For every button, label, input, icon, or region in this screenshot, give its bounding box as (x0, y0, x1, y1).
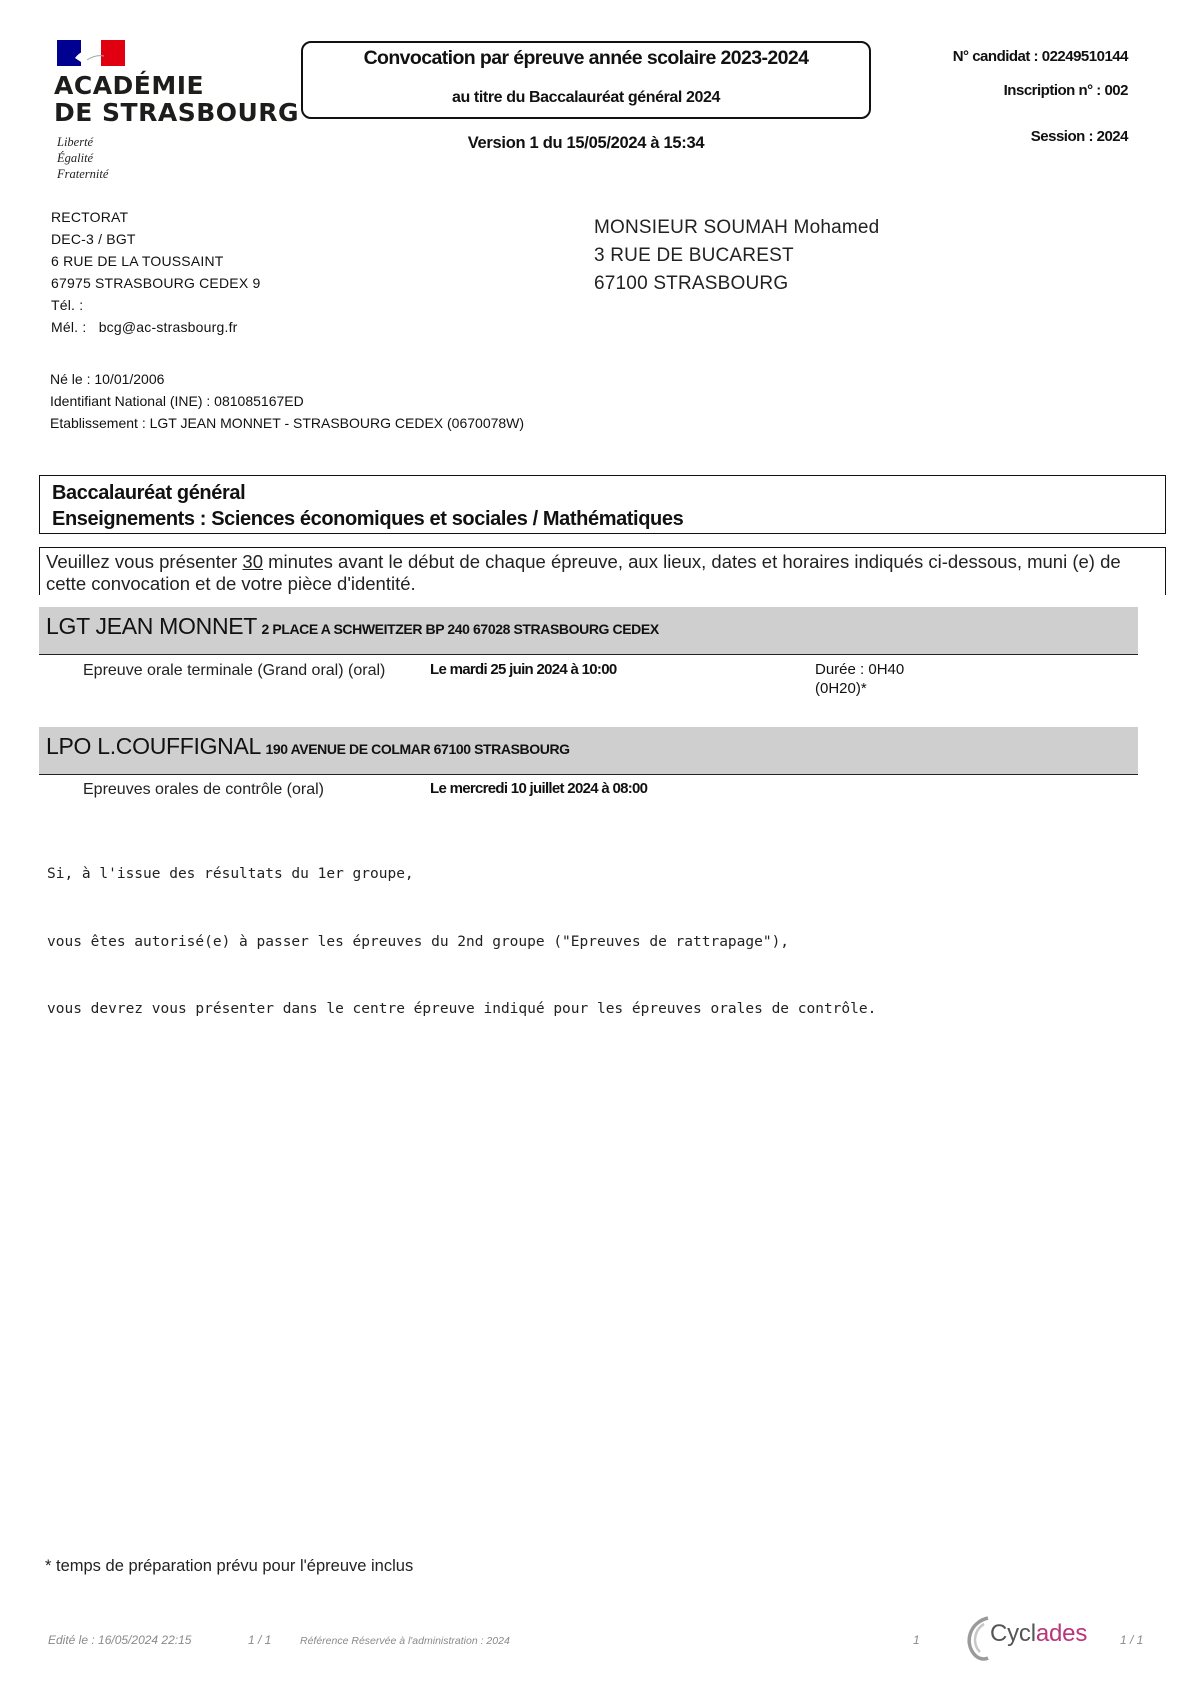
birth-date: Né le : 10/01/2006 (50, 371, 165, 387)
sender-address: RECTORAT DEC-3 / BGT 6 RUE DE LA TOUSSAINT 67975 STRASBOURG CEDEX 9 Tél. : Mél. : bcg@ac-strasbourg.fr (51, 209, 261, 335)
candidate-number: N° candidat : 02249510144 (952, 48, 1128, 65)
inscription-number: Inscription n° : 002 (1003, 82, 1128, 99)
recipient-address: MONSIEUR SOUMAH Mohamed 3 RUE DE BUCAREST 67100 STRASBOURG (594, 217, 880, 294)
exam-center-header (39, 727, 1138, 775)
page-number-left: 1 / 1 (248, 1633, 272, 1647)
edited-date: Edité le : 16/05/2024 22:15 (48, 1633, 192, 1647)
academie-logo-text: ACADÉMIE DE STRASBOURG (54, 71, 300, 127)
second-group-note: Si, à l'issue des résultats du 1er groupe, vous êtes autorisé(e) à passer les épreuves du 2nd groupe ("Epreuves de rattrapage"), vous devrez vous présenter dans le centre épreuve indiqué pour les épreuves orales de contrôle. (47, 866, 877, 1017)
epreuve-label: Epreuve orale terminale (Grand oral) (oral) (83, 662, 386, 679)
admin-reference: Référence Réservée à l'administration : 2024 (300, 1635, 510, 1647)
document-version: Version 1 du 15/05/2024 à 15:34 (467, 134, 705, 152)
ine-number: Identifiant National (INE) : 081085167ED (50, 393, 304, 409)
school: Etablissement : LGT JEAN MONNET - STRASBOURG CEDEX (0670078W) (50, 415, 525, 431)
republic-motto: Liberté Égalité Fraternité (57, 135, 109, 181)
candidate-info (50, 370, 530, 436)
page-number-right: 1 / 1 (1120, 1633, 1144, 1647)
session-year: Session : 2024 (1030, 128, 1128, 145)
center-name: LPO L.COUFFIGNAL (46, 733, 262, 759)
page-marker: 1 (913, 1633, 920, 1647)
document-subtitle: au titre du Baccalauréat général 2024 (452, 89, 720, 106)
epreuve-label: Epreuves orales de contrôle (oral) (83, 781, 325, 798)
center-name: LGT JEAN MONNET (46, 613, 258, 639)
epreuve-date: Le mercredi 10 juillet 2024 à 08:00 (430, 780, 648, 797)
notice-box: Veuillez vous présenter 30 minutes avant le début de chaque épreuve, aux lieux, dates et horaires indiqués ci-dessous, muni (e) de cette convocation et de votre pièce d'identité. (39, 547, 1166, 595)
marianne-flag-icon (57, 40, 125, 66)
exam-title: Baccalauréat général (52, 482, 246, 504)
notice-minutes: 30 (242, 551, 263, 572)
epreuve-duration: Durée : 0H40 (0H20)* (815, 661, 905, 697)
exam-subjects: Enseignements : Sciences économiques et sociales / Mathématiques (52, 508, 684, 530)
document-title: Convocation par épreuve année scolaire 2023-2024 (363, 47, 809, 69)
footnote: * temps de préparation prévu pour l'épreuve inclus (45, 1557, 414, 1575)
center-address: 190 AVENUE DE COLMAR 67100 STRASBOURG (265, 741, 570, 757)
exam-box (39, 475, 1166, 534)
center-address: 2 PLACE A SCHWEITZER BP 240 67028 STRASBOURG CEDEX (261, 621, 659, 637)
epreuve-date: Le mardi 25 juin 2024 à 10:00 (430, 661, 617, 678)
exam-center-header (39, 607, 1138, 655)
